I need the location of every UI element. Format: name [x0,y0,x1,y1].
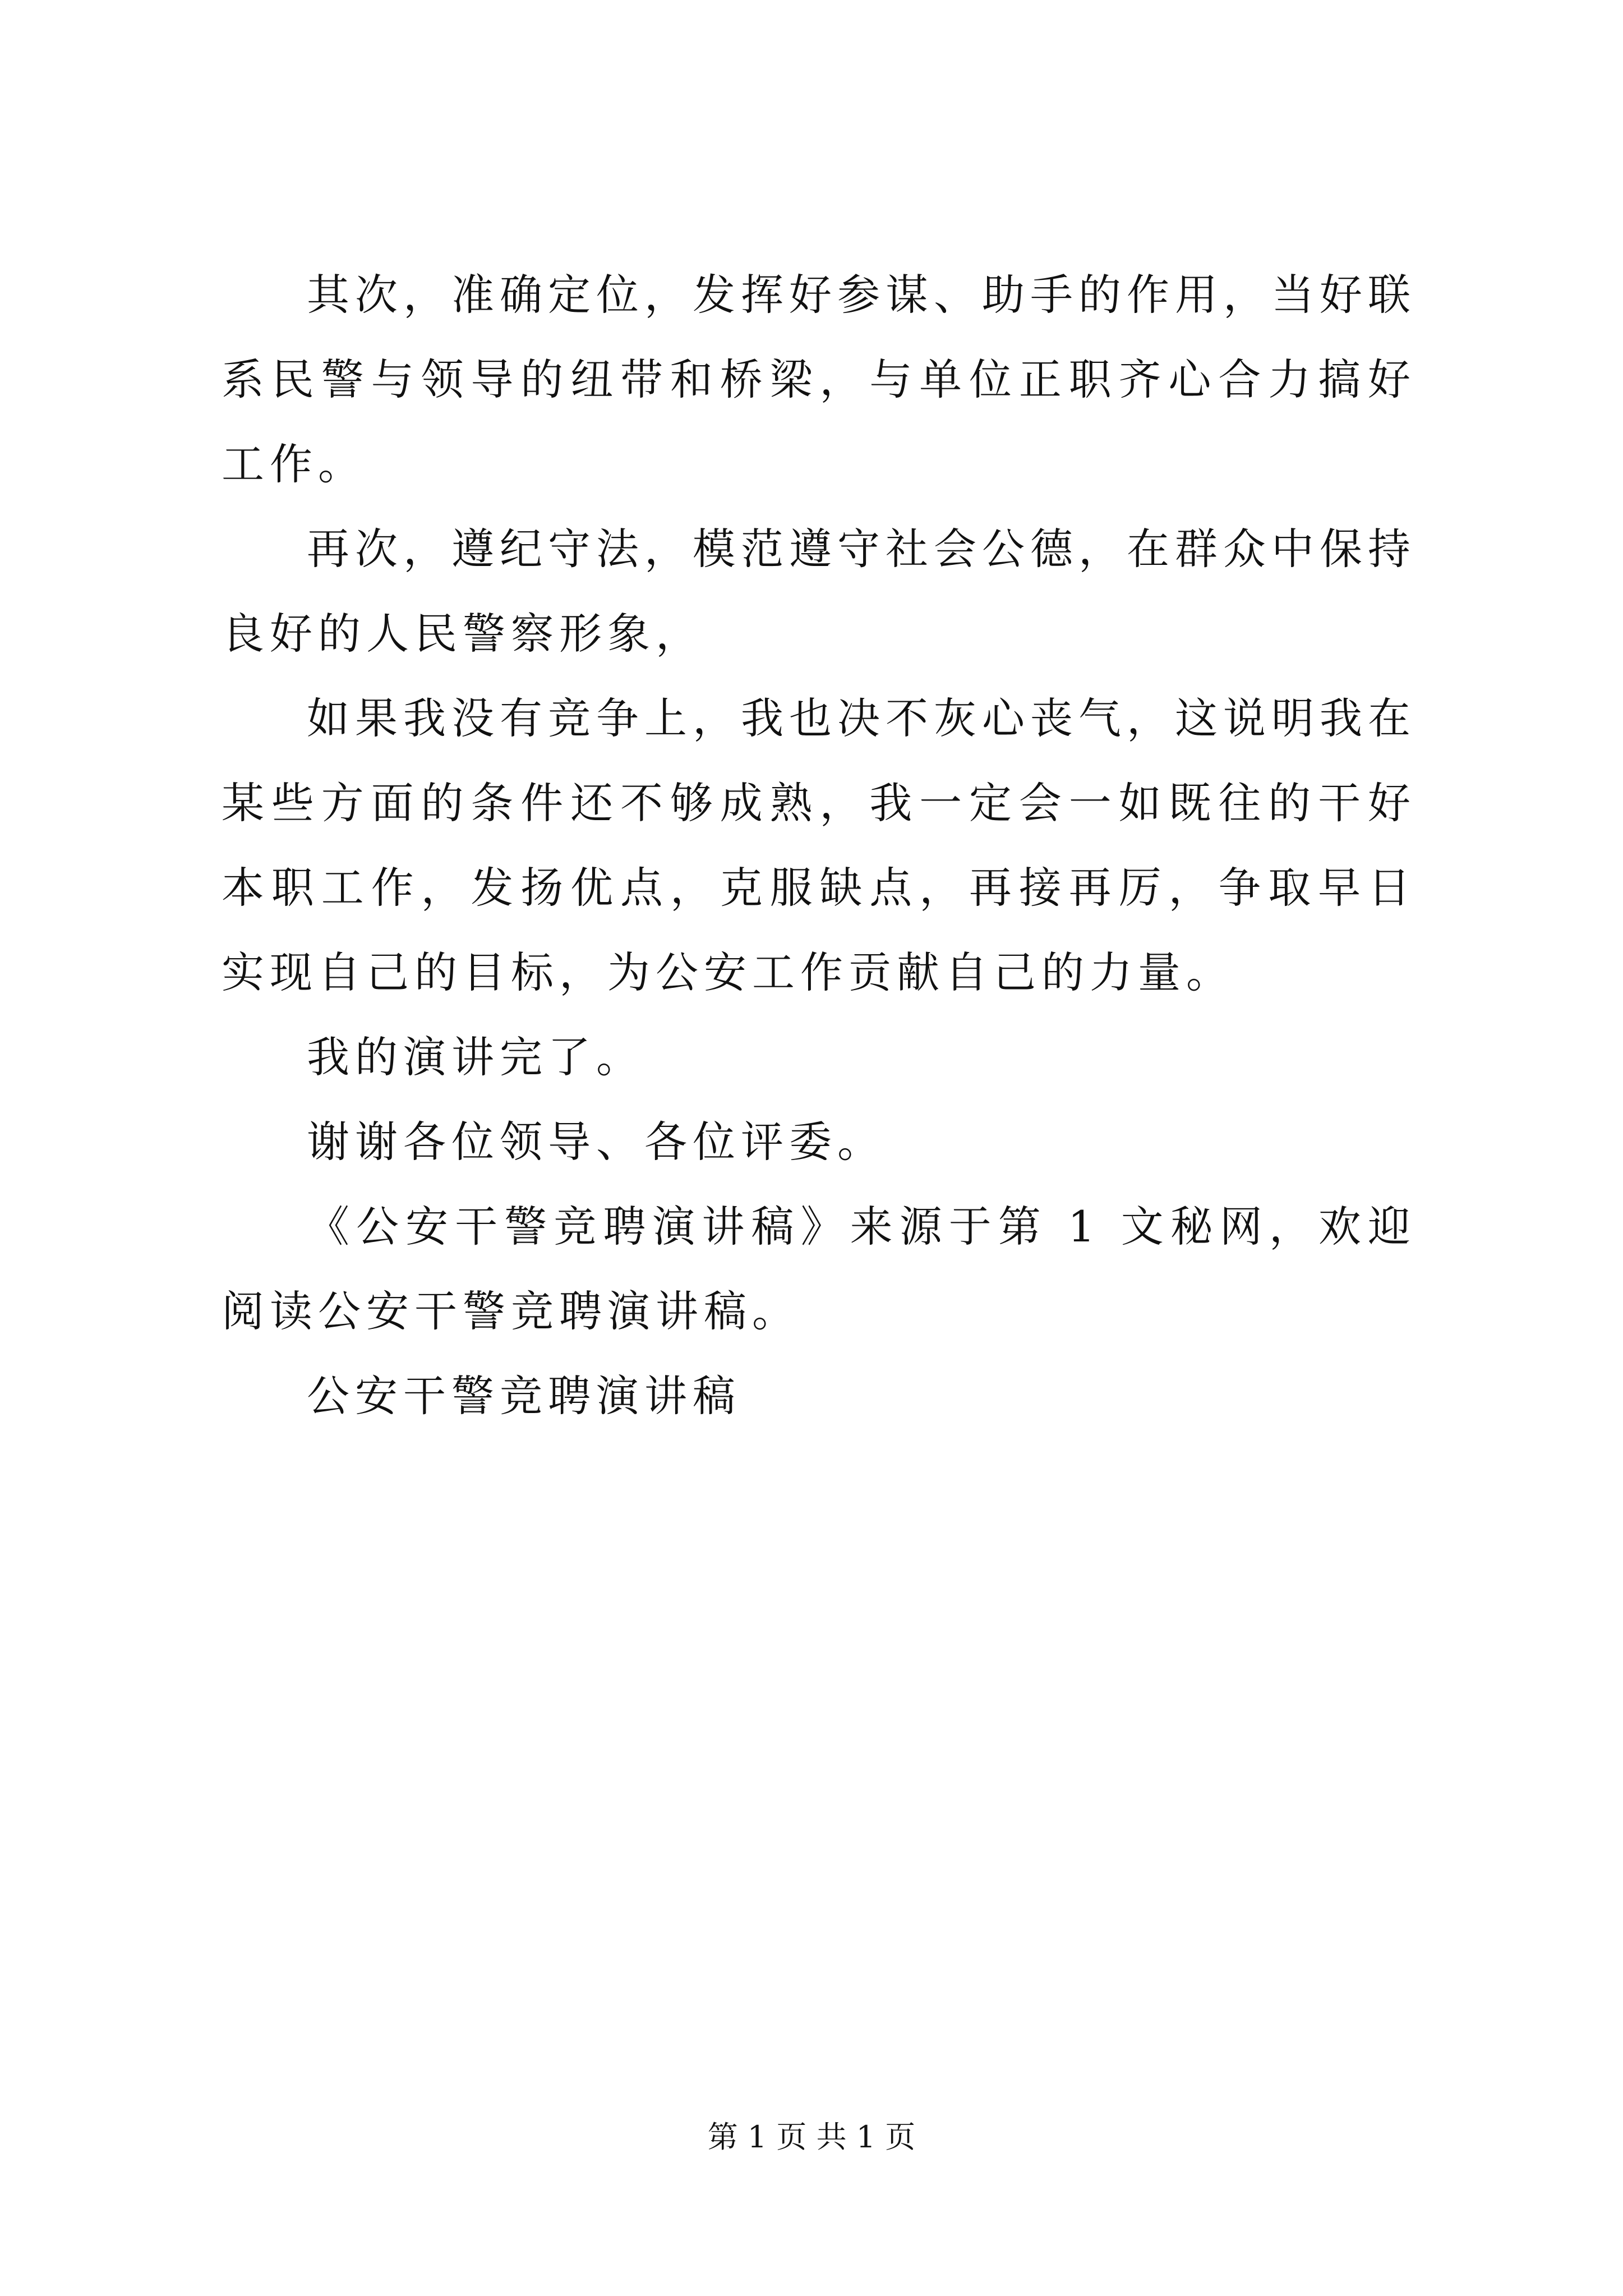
paragraph: 再次，遵纪守法，模范遵守社会公德，在群众中保持良好的人民警察形象， [222,524,1416,659]
paragraph: 公安干警竞聘演讲稿 [307,1371,741,1421]
paragraph: 《公安干警竞聘演讲稿》来源于第 1 文秘网，欢迎阅读公安干警竞聘演讲稿。 [222,1202,1416,1336]
paragraph: 如果我没有竞争上，我也决不灰心丧气，这说明我在某些方面的条件还不够成熟，我一定会一如既往的干好本职工作，发扬优点，克服缺点，再接再厉，争取早日实现自己的目标，为公安工作贡献自己的力量。 [222,693,1416,997]
page-footer: 第 1 页 共 1 页 [707,2119,916,2155]
paragraph: 其次，准确定位，发挥好参谋、助手的作用，当好联系民警与领导的纽带和桥梁，与单位正职齐心合力搞好工作。 [222,270,1416,489]
paragraph: 我的演讲完了。 [307,1032,644,1082]
paragraph: 谢谢各位领导、各位评委。 [307,1117,886,1167]
document-body [222,252,1416,1438]
